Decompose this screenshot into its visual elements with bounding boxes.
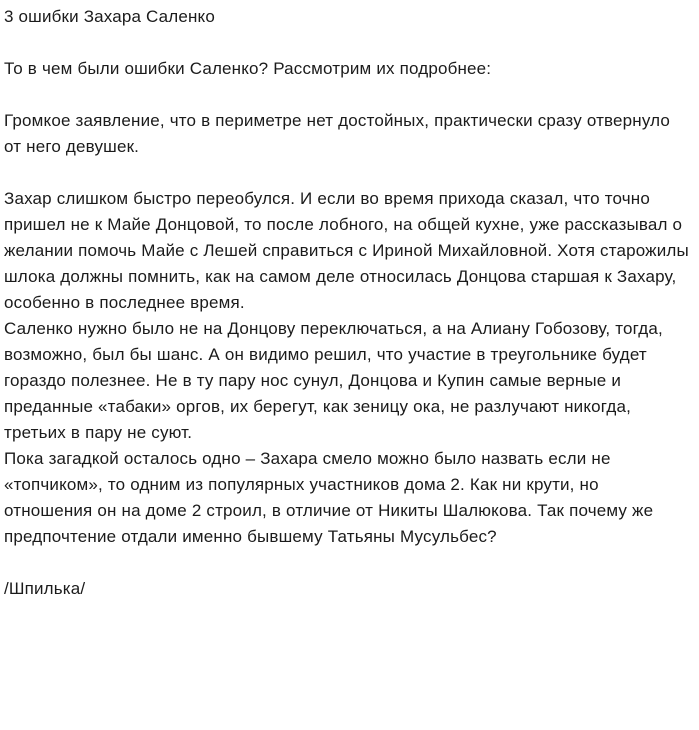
paragraph-mistake-three: Пока загадкой осталось одно – Захара смело можно было назвать если не «топчиком», то одним из популярных участников дома 2. Как ни крути, но отношения он на доме 2 строил, в отличие от Никиты Шалюкова. Так почему же предпочтение отдали именно бывшему Татьяны Мусульбес? bbox=[4, 449, 654, 546]
paragraph-conclusion: /Шпилька/ bbox=[4, 579, 86, 598]
page-title: 3 ошибки Захара Саленко bbox=[4, 7, 215, 26]
paragraph-gap-1 bbox=[4, 82, 690, 108]
title-gap bbox=[4, 30, 690, 56]
paragraph-lead-question: Громкое заявление, что в периметре нет достойных, практически сразу отвернуло от него девушек. bbox=[4, 111, 671, 156]
paragraph-intro: То в чем были ошибки Саленко? Рассмотрим их подробнее: bbox=[4, 59, 492, 78]
paragraph-mistake-two: Саленко нужно было не на Донцову переключаться, а на Алиану Гобозову, тогда, возможно, был бы шанс. А он видимо решил, что участие в треугольнике будет гораздо полезнее. Не в ту пару нос сунул, Донцова и Купин самые верные и преданные «табаки» оргов, их берегут, как зеницу ока, не разлучают никогда, третьих в пару не суют. bbox=[4, 319, 663, 442]
paragraph-mistake-one: Захар слишком быстро переобулся. И если во время прихода сказал, что точно пришел не к Майе Донцовой, то после лобного, на общей кухне, уже рассказывал о желании помочь Майе с Лешей справиться с Ириной Михайловной. Хотя старожилы шлока должны помнить, как на самом деле относилась Донцова старшая к Захару, особенно в последнее время. bbox=[4, 189, 689, 312]
paragraph-gap-3 bbox=[4, 550, 690, 576]
paragraph-gap-2 bbox=[4, 160, 690, 186]
